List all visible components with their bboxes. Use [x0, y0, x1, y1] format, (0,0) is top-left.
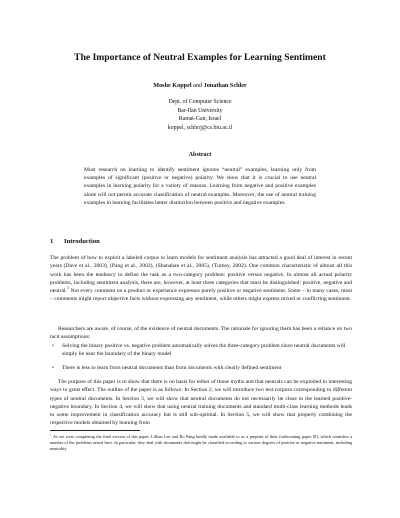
section-heading	[50, 238, 100, 245]
paper-title: The Importance of Neutral Examples for Learning Sentiment	[74, 52, 326, 63]
intro-paragraph-2: Researchers are aware, of course, of the existence of neutral documents. The rationale for ignoring them has been a reliance on two tacit assumptions:	[50, 326, 352, 341]
footnote	[50, 434, 352, 452]
abstract-heading: Abstract	[188, 152, 212, 158]
author-name: Moshe Koppel	[153, 82, 192, 89]
affiliation-department: Dept. of Computer Science	[168, 99, 232, 105]
section-title: Introduction	[64, 238, 100, 245]
footnote-text: As we were completing the final version of this paper, Lillian Lee and Bo Pang kindly made available to us a preprint of their forthcoming paper [8], which considers a number of the problems raised here. In particular, they deal with documents that might be classified according to various degrees of positive or negative sentiment, including neutrality.	[50, 434, 352, 452]
footnote-mark: 1	[50, 432, 52, 437]
author-line	[0, 82, 400, 89]
list-item-text: Solving the binary positive vs. negative problem automatically solves the three-category problem since neutral documents will simply lie near the boundary of the binary model	[62, 343, 346, 358]
affiliation-block	[0, 98, 400, 132]
intro-paragraph-1-end: Not every comment on a product or experience expresses purely positive or negative sentiment. Some – in many cases, most – comments might report objective facts without expressing any sentiment, while others might express mixed or conflicting sentiment.	[50, 288, 352, 303]
list-item	[50, 342, 352, 359]
list-item-text: There is less to learn from neutral documents than from documents with clearly defined sentiment	[62, 364, 282, 371]
assumption-list	[50, 342, 352, 377]
abstract-text: Most research on learning to identify sentiment ignores “neutral” examples, learning only from examples of significant (positive or negative) polarity. We show that it is crucial to use neutral examples in learning polarity for a variety of reasons. Learning from negative and positive examples alone will not permit accurate classification of neutral examples. Moreover, the use of neutral training examples in learning facilitates better distinction between positive and negative examples.	[84, 167, 316, 206]
intro-paragraph-1-start: The problem of how to exploit a labeled corpus to learn models for sentiment analysis has attracted a good deal of interest in recent years (Dave et al., 2003), (Pang et al., 2002), (Shanahan et al., 2005), (Turney, 2002). One common characteristic of almost all this work has been the tendency to define the task as a two-category problem: positive versus negative. In almost all actual polarity problems, including sentiment analysis, there are, however, at least three categories that must be distinguished: positive, negative and neutral.	[50, 255, 352, 295]
section-number: 1	[50, 238, 54, 245]
intro-paragraph-3: The purpose of this paper is to show that there is no basis for either of those myths and that neutrals can be exploited in interesting ways to great effect. The outline of the paper is as follows: In Section 2, we will introduce two test corpora corresponding to different types of neutral documents. In Section 3, we will show that neutral documents do not necessarily lie close to the learned positive-negative boundary. In Section 4, we will show that using neutral training documents and standard multi-class learning methods leads to some improvement in classification accuracy but is still sub-optimal. In Section 5, we will show that properly combining the respective models obtained by learning from	[50, 379, 352, 427]
author-conjunction: and	[193, 82, 203, 89]
list-item	[50, 364, 352, 372]
bullet-icon: •	[52, 364, 54, 371]
bullet-icon: •	[52, 343, 54, 349]
affiliation-email: koppel, schlerj@cs.biu.ac.il	[167, 124, 233, 131]
affiliation-university: Bar-Ilan University	[177, 107, 223, 114]
author-name: Jonathan Schler	[203, 82, 247, 89]
affiliation-location: Ramat-Gan, Israel	[178, 116, 222, 123]
footnote-reference: 1	[66, 285, 69, 291]
intro-paragraph-1	[50, 254, 352, 304]
footnote-divider	[50, 430, 140, 431]
